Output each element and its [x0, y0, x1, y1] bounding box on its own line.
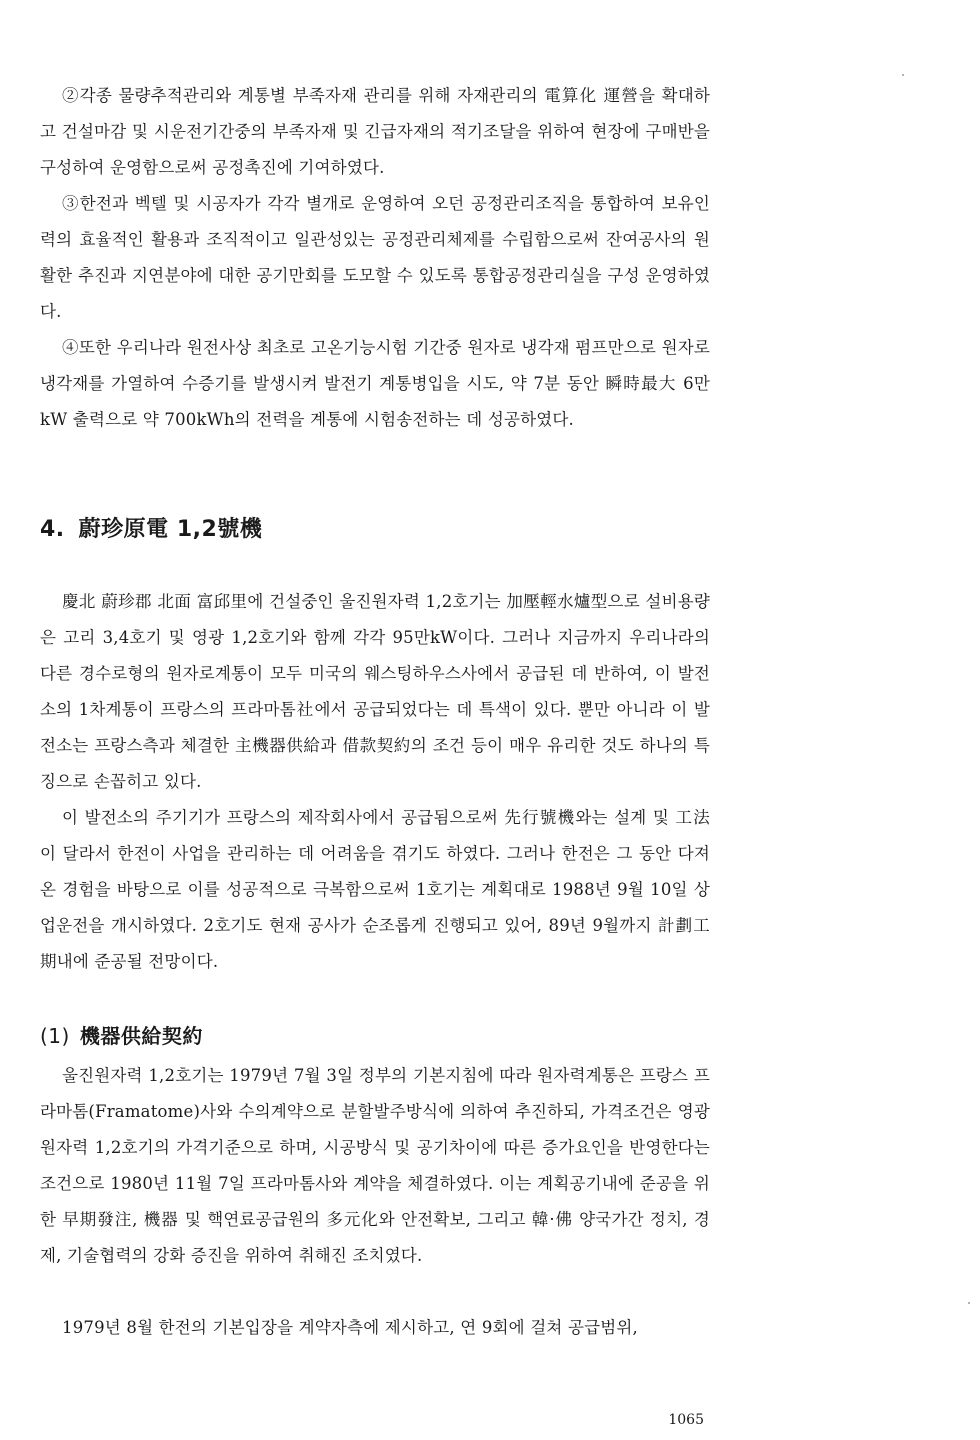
section-number: 4.	[40, 517, 65, 542]
paragraph-section-intro: 慶北 蔚珍郡 北面 富邱里에 건설중인 울진원자력 1,2호기는 加壓輕水爐型으로 설비용량은 고리 3,4호기 및 영광 1,2호기와 함께 각각 95만kW이다. 그러나 지금까지 우리나라의 다른 경수로형의 원자로계통이 모두 미국의 웨스팅하우스사에서 공급된 데 반하여, 이 발전소의 1차계통이 프랑스의 프라마톰社에서 공급되었다는 데 특색이 있다. 뿐만 아니라 이 발전소는 프랑스측과 체결한 主機器供給과 借款契約의 조건 등이 매우 유리한 것도 하나의 특징으로 손꼽히고 있다.	[40, 592, 710, 791]
subsection-number: (1)	[40, 1024, 70, 1048]
paragraph-contract-continued: 1979년 8월 한전의 기본입장을 계약자측에 제시하고, 연 9회에 걸쳐 공급범위,	[62, 1318, 638, 1337]
page-number: 1065	[668, 1412, 704, 1428]
paragraph-contract-summary: 울진원자력 1,2호기는 1979년 7월 3일 정부의 기본지침에 따라 원자력계통은 프랑스 프라마톰(Framatome)사와 수의계약으로 분할발주방식에 의하여 추진하되, 가격조건은 영광원자력 1,2호기의 가격기준으로 하며, 시공방식 및 공기차이에 따른 증가요인을 반영한다는 조건으로 1980년 11월 7일 프라마톰사와 계약을 체결하였다. 이는 계획공기내에 준공을 위한 早期發注, 機器 및 핵연료공급원의 多元化와 안전확보, 그리고 韓·佛 양국가간 정치, 경제, 기술협력의 강화 증진을 위하여 취해진 조치였다.	[40, 1066, 710, 1265]
section-title: 蔚珍原電 1,2號機	[78, 517, 263, 542]
subsection-title: 機器供給契約	[79, 1024, 203, 1048]
paragraph-3-integrated-schedule-control: ③한전과 벡텔 및 시공자가 각각 별개로 운영하여 오던 공정관리조직을 통합하여 보유인력의 효율적인 활용과 조직적이고 일관성있는 공정관리체제를 수립함으로써 잔여공사의 원활한 추진과 지연분야에 대한 공기만회를 도모할 수 있도록 통합공정관리실을 구성 운영하였다.	[40, 194, 710, 321]
paragraph-4-hot-functional-test: ④또한 우리나라 원전사상 최초로 고온기능시험 기간중 원자로 냉각재 펌프만으로 원자로 냉각재를 가열하여 수증기를 발생시켜 발전기 계통병입을 시도, 약 7분 동안 瞬時最大 6만kW 출력으로 약 700kWh의 전력을 계통에 시험송전하는 데 성공하였다.	[40, 338, 710, 429]
scan-speck	[968, 1302, 970, 1304]
paragraph-2-material-management: ②각종 물량추적관리와 계통별 부족자재 관리를 위해 자재관리의 電算化 運營을 확대하고 건설마감 및 시운전기간중의 부족자재 및 긴급자재의 적기조달을 위하여 현장에 구매반을 구성하여 운영함으로써 공정촉진에 기여하였다.	[40, 86, 710, 177]
scan-speck	[902, 74, 904, 76]
subsection-heading	[40, 1020, 203, 1049]
section-heading	[40, 512, 262, 543]
paragraph-section-progress: 이 발전소의 주기기가 프랑스의 제작회사에서 공급됨으로써 先行號機와는 설계 및 工法이 달라서 한전이 사업을 관리하는 데 어려움을 겪기도 하였다. 그러나 한전은 그 동안 다져온 경험을 바탕으로 이를 성공적으로 극복함으로써 1호기는 계획대로 1988년 9월 10일 상업운전을 개시하였다. 2호기도 현재 공사가 순조롭게 진행되고 있어, 89년 9월까지 計劃工期내에 준공될 전망이다.	[40, 808, 710, 971]
